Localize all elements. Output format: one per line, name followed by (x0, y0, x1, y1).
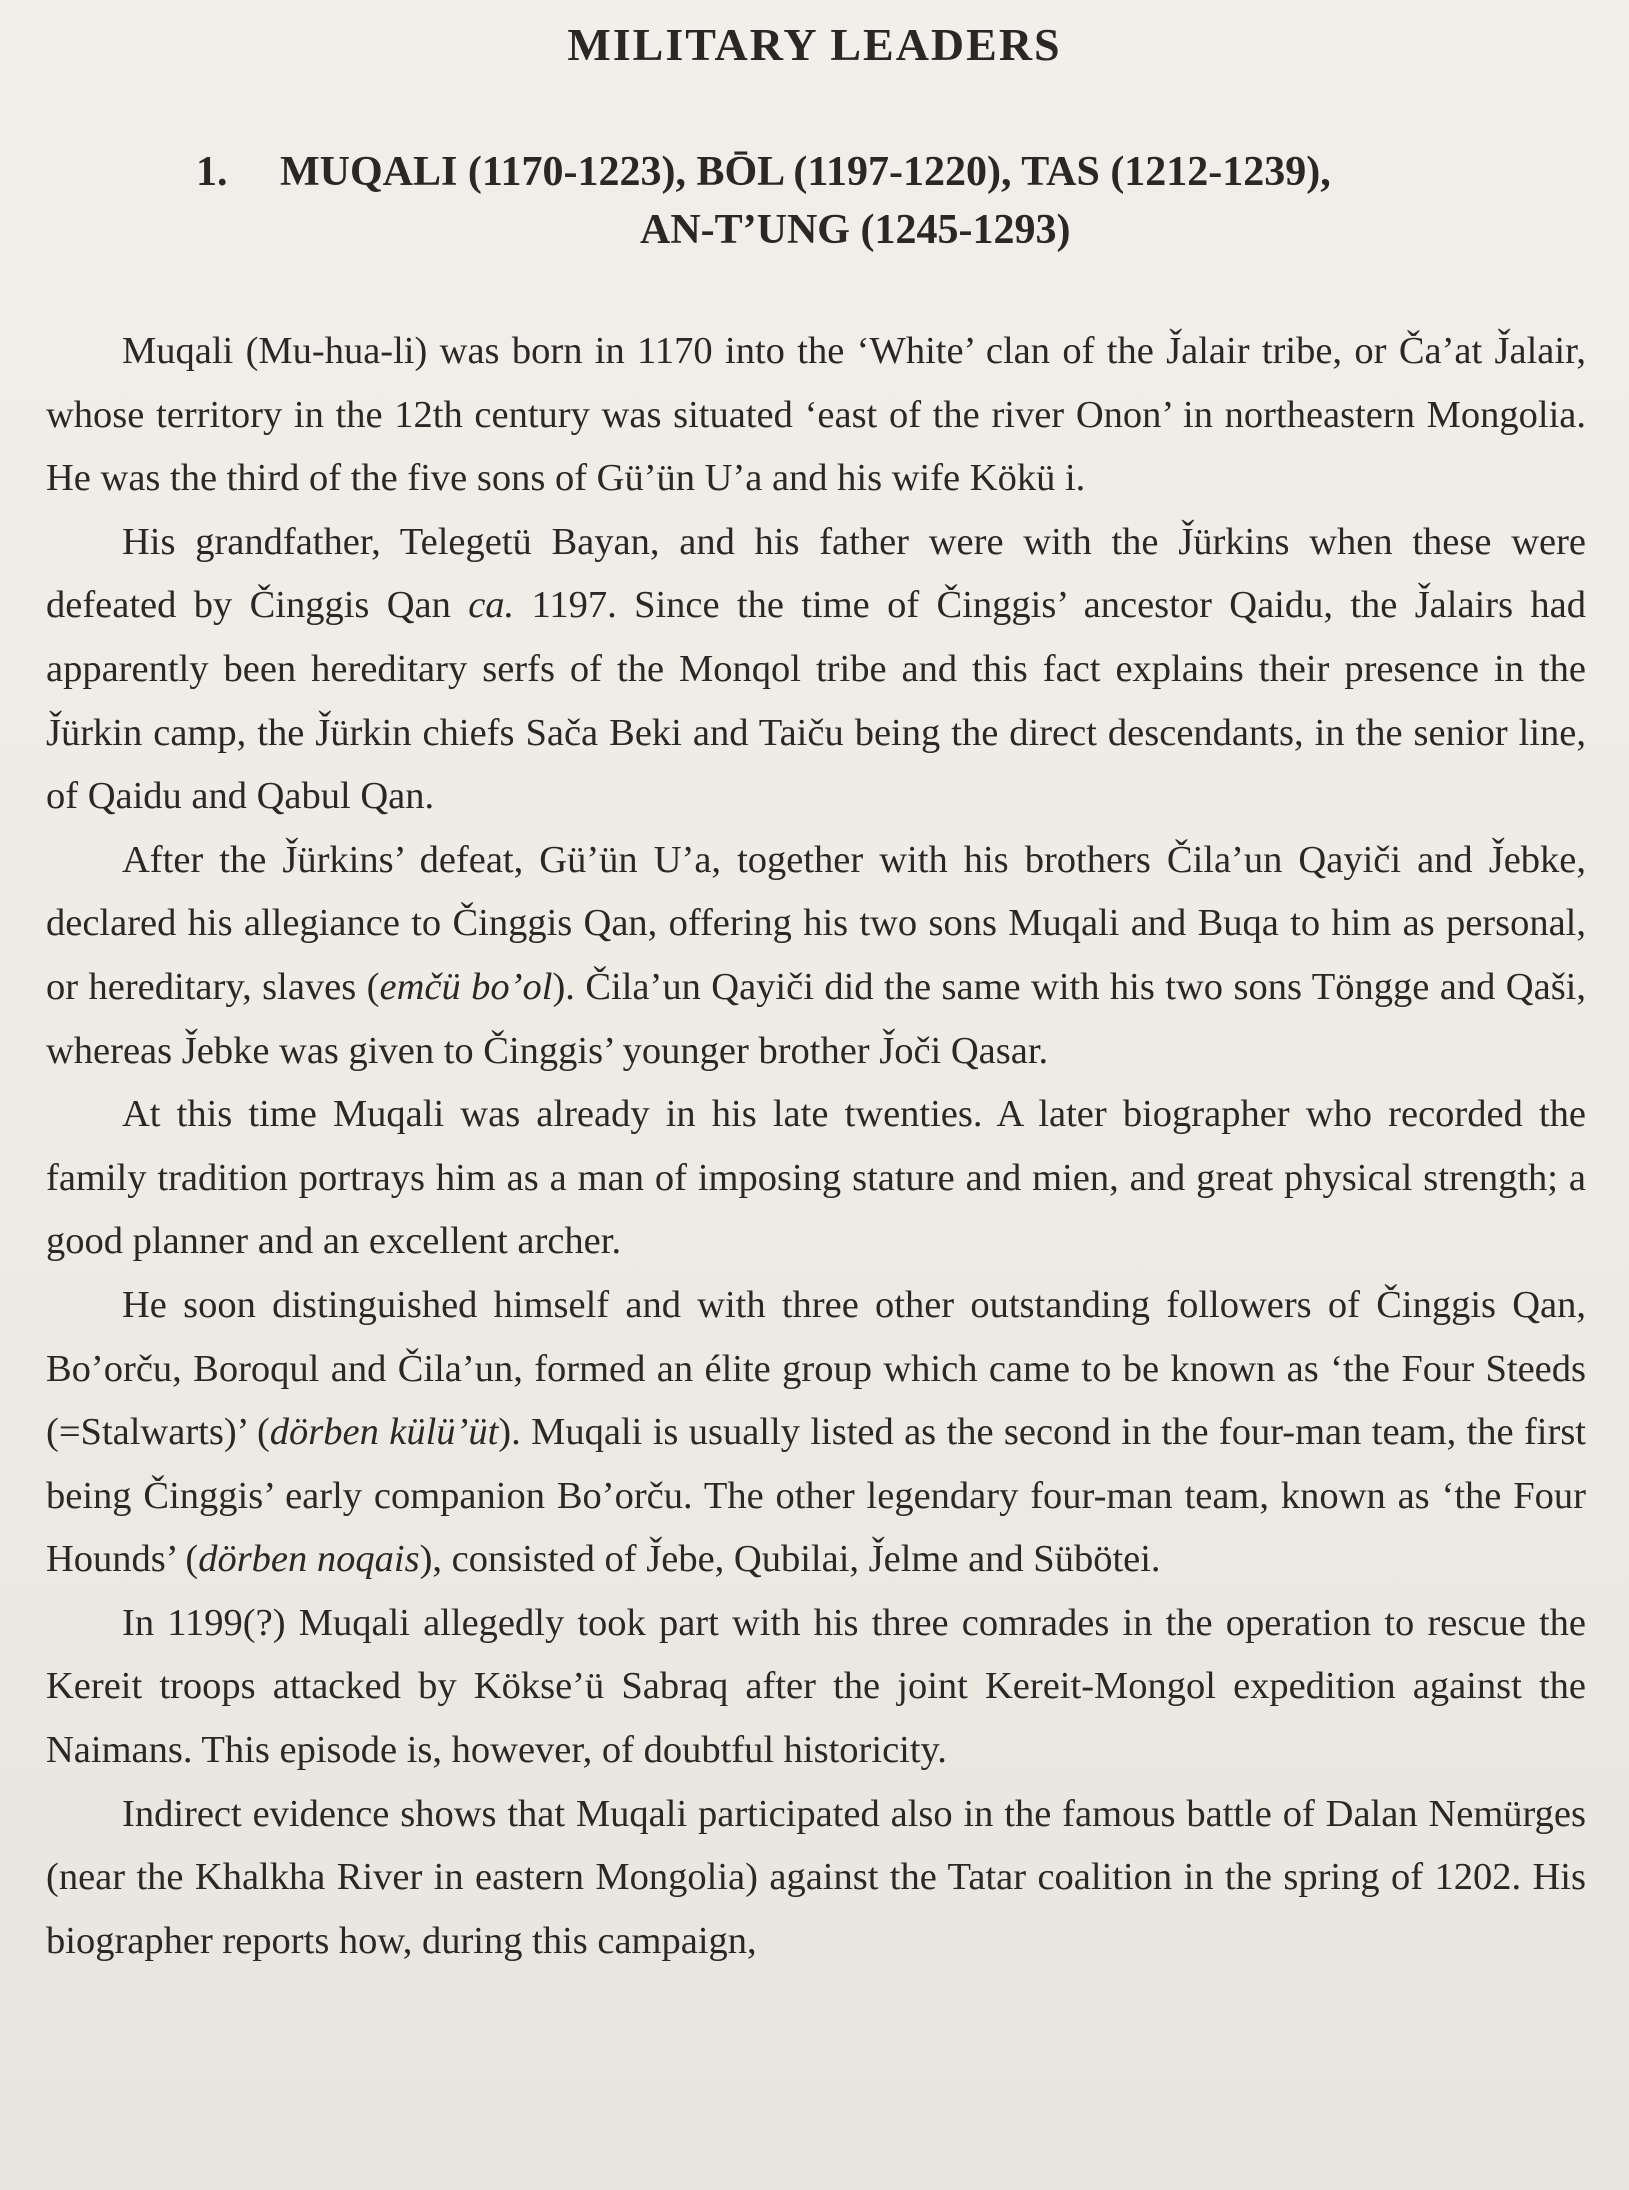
paragraph-text: He soon distinguished himself and with three other outstanding followers of Činggis Qan, Bo’orču, Boroqul and Čila’un, formed an élite group which came to be known as ‘the Four Steeds (=Stalwarts)’ ( (46, 1283, 1586, 1454)
paragraph-birth (46, 320, 1586, 511)
paragraph-1199 (46, 1592, 1586, 1783)
paragraph-text: Indirect evidence shows that Muqali participated also in the famous battle of Dalan Nemürges (near the Khalkha River in eastern Mongolia) against the Tatar coalition in the spring of 1202. His biographer reports how, during this campaign, (46, 1792, 1586, 1962)
section-title-line-2: AN-T’UNG (1245-1293) (640, 207, 1071, 253)
paragraph-text: His grandfather, Telegetü Bayan, and his father were with the J̌ürkins when these were defeated by Činggis Qan (46, 520, 1586, 627)
paragraph-text: In 1199(?) Muqali allegedly took part with his three comrades in the operation to rescue the Kereit troops attacked by Kökse’ü Sabraq after the joint Kereit-Mongol expedition against the Naimans. This episode is, however, of doubtful historicity. (46, 1601, 1586, 1772)
paragraph-text: After the J̌ürkins’ defeat, Gü’ün U’a, together with his brothers Čila’un Qayiči and J̌ebke, declared his allegiance to Činggis Qan, offering his two sons Muqali and Buqa to him as personal, or hereditary, slaves ( (46, 838, 1586, 1008)
body-text (46, 320, 1586, 1973)
paragraph-dalan-nemurges (46, 1783, 1586, 1974)
paragraph-text: At this time Muqali was already in his late twenties. A later biographer who recorded the family tradition portrays him as a man of imposing stature and mien, and great physical strength; a good planner and an excellent archer. (46, 1093, 1586, 1263)
paragraph-text: ), consisted of J̌ebe, Qubilai, J̌elme and Sübӧtei. (419, 1538, 1161, 1581)
paragraph-description (46, 1083, 1586, 1274)
chapter-title: MILITARY LEADERS (567, 19, 1062, 70)
italic-term: ca. (468, 584, 515, 627)
paragraph-allegiance (46, 829, 1586, 1083)
paragraph-text: 1197. Since the time of Činggis’ ancestor Qaidu, the J̌alairs had apparently been hereditary serfs of the Monqol tribe and this fact explains their presence in the J̌ürkin camp, the J̌ürkin chiefs Sača Beki and Taiču being the direct descendants, in the senior line, of Qaidu and Qabul Qan. (46, 584, 1586, 818)
section-title-line-1: MUQALI (1170-1223), BŌL (1197-1220), TAS (1212-1239), (280, 149, 1331, 195)
italic-term: dörben noqais (198, 1538, 420, 1581)
paragraph-four-steeds (46, 1274, 1586, 1592)
italic-term: dörben külü’üt (269, 1411, 499, 1454)
italic-term: emčü bo’ol (379, 965, 553, 1008)
paragraph-text: ). Muqali is usually listed as the second in the four-man team, the first being Činggis’ early companion Bo’orču. The other legendary four-man team, known as ‘the Four Hounds’ ( (46, 1411, 1586, 1581)
paragraph-text: Muqali (Mu-hua-li) was born in 1170 into the ‘White’ clan of the J̌alair tribe, or Ča’at J̌alair, whose territory in the 12th century was situated ‘east of the river Onon’ in northeastern Mongolia. He was the third of the five sons of Gü’ün U’a and his wife Kökü i. (46, 330, 1586, 500)
section-number: 1. (196, 149, 228, 195)
paragraph-jurkins (46, 511, 1586, 829)
paragraph-text: ). Čila’un Qayiči did the same with his two sons Töngge and Qaši, whereas J̌ebke was given to Činggis’ younger brother J̌oči Qasar. (46, 965, 1587, 1072)
